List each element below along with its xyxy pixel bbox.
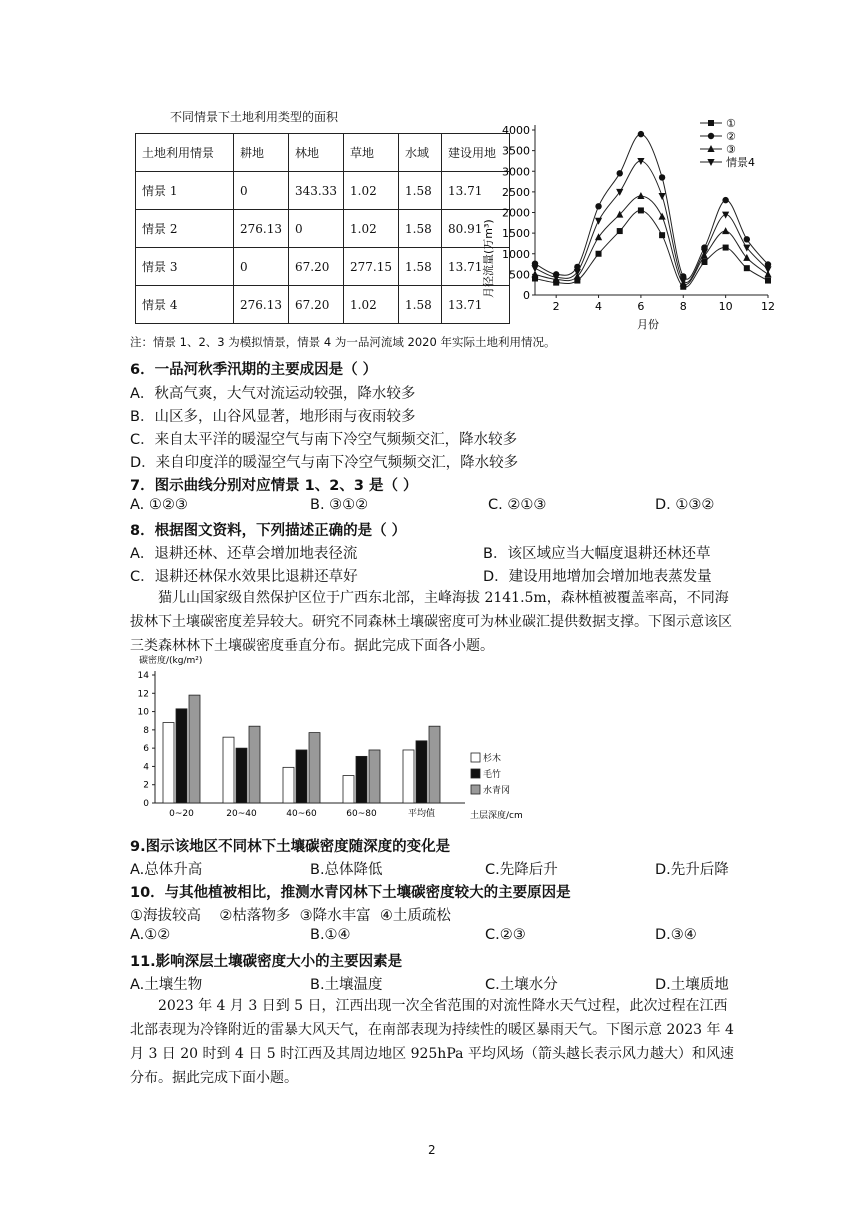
- table-cell: 276.13: [234, 210, 289, 248]
- bar-20~40-水青冈: [249, 726, 260, 803]
- line-chart-point: [744, 236, 750, 242]
- q11-option-d[interactable]: D.土壤质地: [655, 977, 729, 993]
- line-chart-ytick-label: 0: [523, 289, 530, 302]
- bar-chart-legend-swatch: [471, 785, 480, 794]
- bar-chart-ytick-label: 2: [143, 780, 149, 791]
- line-chart-ytick-label: 3000: [502, 165, 530, 179]
- q6-option-d[interactable]: D．来自印度洋的暖湿空气与南下冷空气频频交汇，降水较多: [130, 455, 519, 471]
- page-number: 2: [428, 1143, 436, 1157]
- bar-40~60-毛竹: [296, 750, 307, 803]
- table-cell: 情景 2: [136, 210, 234, 248]
- table-cell: 1.58: [399, 172, 442, 210]
- table-header-cell: 草地: [344, 134, 399, 172]
- q6-option-a[interactable]: A．秋高气爽，大气对流运动较强，降水较多: [130, 386, 416, 402]
- bar-chart-ytick-label: 4: [143, 762, 149, 773]
- table-cell: 343.33: [289, 172, 344, 210]
- line-chart-legend-marker: [708, 133, 714, 139]
- line-chart-xtick-label: 6: [637, 300, 645, 313]
- line-chart-point: [765, 278, 771, 284]
- bar-chart-category-label: 0~20: [169, 809, 194, 819]
- line-chart-point: [744, 265, 750, 271]
- line-chart-series-4: [535, 161, 768, 283]
- bar-20~40-毛竹: [236, 748, 247, 803]
- line-chart-point: [617, 228, 623, 234]
- line-chart-legend-label: ③: [726, 143, 736, 156]
- q11-option-c[interactable]: C.土壤水分: [485, 977, 558, 993]
- bar-chart-ylabel: 碳密度/(kg/m²): [139, 656, 203, 666]
- q10-option-c[interactable]: C.②③: [485, 927, 526, 943]
- carbon-density-bar-chart: [125, 653, 525, 823]
- bar-20~40-杉木: [223, 737, 234, 803]
- bar-平均值-水青冈: [429, 726, 440, 803]
- line-chart-point: [638, 131, 644, 137]
- q7-option-b[interactable]: B. ③①②: [310, 497, 369, 513]
- bar-0~20-水青冈: [189, 695, 200, 803]
- q9-option-c[interactable]: C.先降后升: [485, 862, 558, 878]
- bar-chart-ytick-label: 10: [137, 707, 149, 718]
- bar-chart-legend-label: 毛竹: [483, 770, 502, 780]
- q6-option-c[interactable]: C．来自太平洋的暖湿空气与南下冷空气频频交汇，降水较多: [130, 432, 518, 448]
- q9-stem: 9.图示该地区不同林下土壤碳密度随深度的变化是: [130, 839, 451, 855]
- table-header-row: [136, 134, 510, 172]
- bar-60~80-杉木: [343, 776, 354, 803]
- table-row: [136, 172, 510, 210]
- q7-option-c[interactable]: C. ②①③: [488, 497, 547, 513]
- line-chart-xlabel: 月份: [637, 318, 659, 331]
- table-cell: 13.71: [442, 172, 510, 210]
- line-chart-point: [722, 227, 729, 234]
- bar-40~60-水青冈: [309, 733, 320, 803]
- line-chart-point: [596, 251, 602, 257]
- q11-stem: 11.影响深层土壤碳密度大小的主要因素是: [130, 954, 403, 970]
- q10-statements: ①海拔较高 ②枯落物多 ③降水丰富 ④土质疏松: [130, 908, 451, 924]
- table-header-cell: 土地利用情景: [136, 134, 234, 172]
- bar-chart-ytick-label: 6: [143, 744, 149, 755]
- line-chart-point: [617, 170, 623, 176]
- q7-option-d[interactable]: D. ①③②: [655, 497, 715, 513]
- bar-chart-ytick-label: 0: [143, 799, 149, 809]
- q6-option-b[interactable]: B．山区多，山谷风显著，地形雨与夜雨较多: [130, 409, 416, 425]
- table-cell: 1.58: [399, 286, 442, 324]
- q10-option-b[interactable]: B.①④: [310, 927, 351, 943]
- bar-60~80-水青冈: [369, 750, 380, 803]
- table-note: 注：情景 1、2、3 为模拟情景，情景 4 为一品河流域 2020 年实际土地利用情况。: [130, 335, 556, 349]
- bar-chart-category-label: 平均值: [407, 809, 436, 819]
- table-cell: 1.02: [344, 210, 399, 248]
- q9-option-a[interactable]: A.总体升高: [130, 862, 203, 878]
- table-row: [136, 248, 510, 286]
- q8-option-a[interactable]: A．退耕还林、还草会增加地表径流: [130, 546, 358, 562]
- q9-option-d[interactable]: D.先升后降: [655, 862, 729, 878]
- table-cell: 13.71: [442, 248, 510, 286]
- line-chart-series-3: [535, 196, 768, 285]
- bar-40~60-杉木: [283, 767, 294, 803]
- bar-chart-category-label: 60~80: [346, 809, 377, 819]
- runoff-line-chart: [478, 108, 778, 334]
- line-chart-ylabel: 月径流量(万m³): [482, 219, 495, 298]
- line-chart-point: [658, 213, 665, 220]
- line-chart-ytick-label: 500: [509, 268, 530, 282]
- table-header-cell: 建设用地: [442, 134, 510, 172]
- line-chart-point: [723, 245, 729, 251]
- line-chart-point: [638, 207, 644, 213]
- line-chart-xtick-label: 8: [679, 300, 687, 313]
- table-header-cell: 耕地: [234, 134, 289, 172]
- bar-60~80-毛竹: [356, 756, 367, 803]
- table-cell: 情景 1: [136, 172, 234, 210]
- passage-carbon: 猫儿山国家级自然保护区位于广西东北部，主峰海拔 2141.5m，森林植被覆盖率高，不同海拔林下土壤碳密度差异较大。研究不同森林土壤碳密度可为林业碳汇提供数据支撑。下图示意该区三类森林林下土壤碳密度垂直分布。据此完成下面各小题。: [130, 590, 732, 654]
- line-chart-point: [659, 174, 665, 180]
- bar-0~20-杉木: [163, 723, 174, 803]
- q11-option-a[interactable]: A.土壤生物: [130, 977, 203, 993]
- land-use-table: [135, 133, 510, 324]
- line-chart-ytick-label: 2500: [502, 185, 530, 199]
- line-chart-legend-marker: [708, 120, 714, 126]
- table-cell: 情景 4: [136, 286, 234, 324]
- table-cell: 1.58: [399, 248, 442, 286]
- table-cell: 80.91: [442, 210, 510, 248]
- q8-option-b[interactable]: B．该区域应当大幅度退耕还林还草: [483, 546, 711, 562]
- bar-chart-ytick-label: 14: [137, 671, 149, 681]
- bar-chart-category-label: 20~40: [226, 809, 257, 819]
- table-cell: 1.02: [344, 286, 399, 324]
- bar-chart-category-label: 40~60: [286, 809, 317, 819]
- table-cell: 0: [234, 172, 289, 210]
- q11-option-b[interactable]: B.土壤温度: [310, 977, 383, 993]
- line-chart-ytick-label: 4000: [502, 124, 530, 137]
- line-chart-point: [531, 265, 538, 272]
- table-cell: 276.13: [234, 286, 289, 324]
- bar-chart-legend-swatch: [471, 753, 480, 762]
- bar-chart-ytick-label: 12: [137, 689, 149, 700]
- table-cell: 67.20: [289, 286, 344, 324]
- line-chart-ytick-label: 3500: [502, 144, 530, 158]
- bar-平均值-杉木: [403, 750, 414, 803]
- q8-option-c[interactable]: C．退耕还林保水效果比退耕还草好: [130, 569, 358, 585]
- line-chart-point: [658, 193, 665, 200]
- q8-stem: 8．根据图文资料，下列描述正确的是（ ）: [130, 523, 407, 539]
- line-chart-xtick-label: 4: [595, 300, 603, 313]
- q10-option-a[interactable]: A.①②: [130, 927, 171, 943]
- q8-option-d[interactable]: D．建设用地增加会增加地表蒸发量: [483, 569, 712, 585]
- line-chart-legend-label: ①: [726, 117, 736, 130]
- line-chart-xtick-label: 2: [552, 300, 560, 313]
- bar-chart-xlabel: 土层深度/cm: [470, 811, 523, 821]
- line-chart-point: [637, 192, 644, 199]
- table-cell: 0: [289, 210, 344, 248]
- table-header-cell: 水域: [399, 134, 442, 172]
- bar-chart-legend-label: 水青冈: [483, 786, 511, 796]
- table-row: [136, 210, 510, 248]
- line-chart-xtick-label: 12: [761, 300, 775, 313]
- line-chart-point: [595, 203, 601, 209]
- passage-jiangxi: 2023 年 4 月 3 日到 5 日，江西出现一次全省范围的对流性降水天气过程，此次过程在江西北部表现为冷锋附近的雷暴大风天气，在南部表现为持续性的暖区暴雨天气。下图示意 2023 年 4 月 3 日 20 时到 4 日 5 时江西及其周边地区 925hPa 平均风场（箭头越长表示风力越大）和风速分布。据此完成下面小题。: [130, 998, 734, 1086]
- table-cell: 13.71: [442, 286, 510, 324]
- table-cell: 1.58: [399, 210, 442, 248]
- bar-chart-legend-swatch: [471, 769, 480, 778]
- q7-stem: 7．图示曲线分别对应情景 1、2、3 是（ ）: [130, 478, 418, 494]
- line-chart-ytick-label: 2000: [502, 206, 530, 220]
- line-chart-xtick-label: 10: [718, 300, 733, 313]
- line-chart-point: [722, 197, 728, 203]
- line-chart-point: [659, 232, 665, 238]
- q10-option-d[interactable]: D.③④: [655, 927, 697, 943]
- line-chart-legend-label: ②: [726, 130, 736, 143]
- table-cell: 67.20: [289, 248, 344, 286]
- bar-0~20-毛竹: [176, 709, 187, 803]
- table-cell: 1.02: [344, 172, 399, 210]
- q10-stem: 10．与其他植被相比，推测水青冈林下土壤碳密度较大的主要原因是: [130, 885, 571, 901]
- table-header-cell: 林地: [289, 134, 344, 172]
- line-chart-legend-label: 情景4: [726, 156, 755, 169]
- q9-option-b[interactable]: B.总体降低: [310, 862, 383, 878]
- bar-chart-legend-label: 杉木: [483, 754, 502, 764]
- table-row: [136, 286, 510, 324]
- bar-平均值-毛竹: [416, 741, 427, 803]
- table-cell: 0: [234, 248, 289, 286]
- q6-stem: 6．一品河秋季汛期的主要成因是（ ）: [130, 362, 378, 378]
- bar-chart-ytick-label: 8: [143, 725, 149, 736]
- line-chart-ytick-label: 1000: [502, 247, 530, 261]
- table-cell: 情景 3: [136, 248, 234, 286]
- table-cell: 277.15: [344, 248, 399, 286]
- q7-option-a[interactable]: A. ①②③: [130, 497, 188, 513]
- line-chart-point: [595, 218, 602, 225]
- line-chart-ytick-label: 1500: [502, 227, 530, 241]
- table-caption: 不同情景下土地利用类型的面积: [170, 110, 339, 124]
